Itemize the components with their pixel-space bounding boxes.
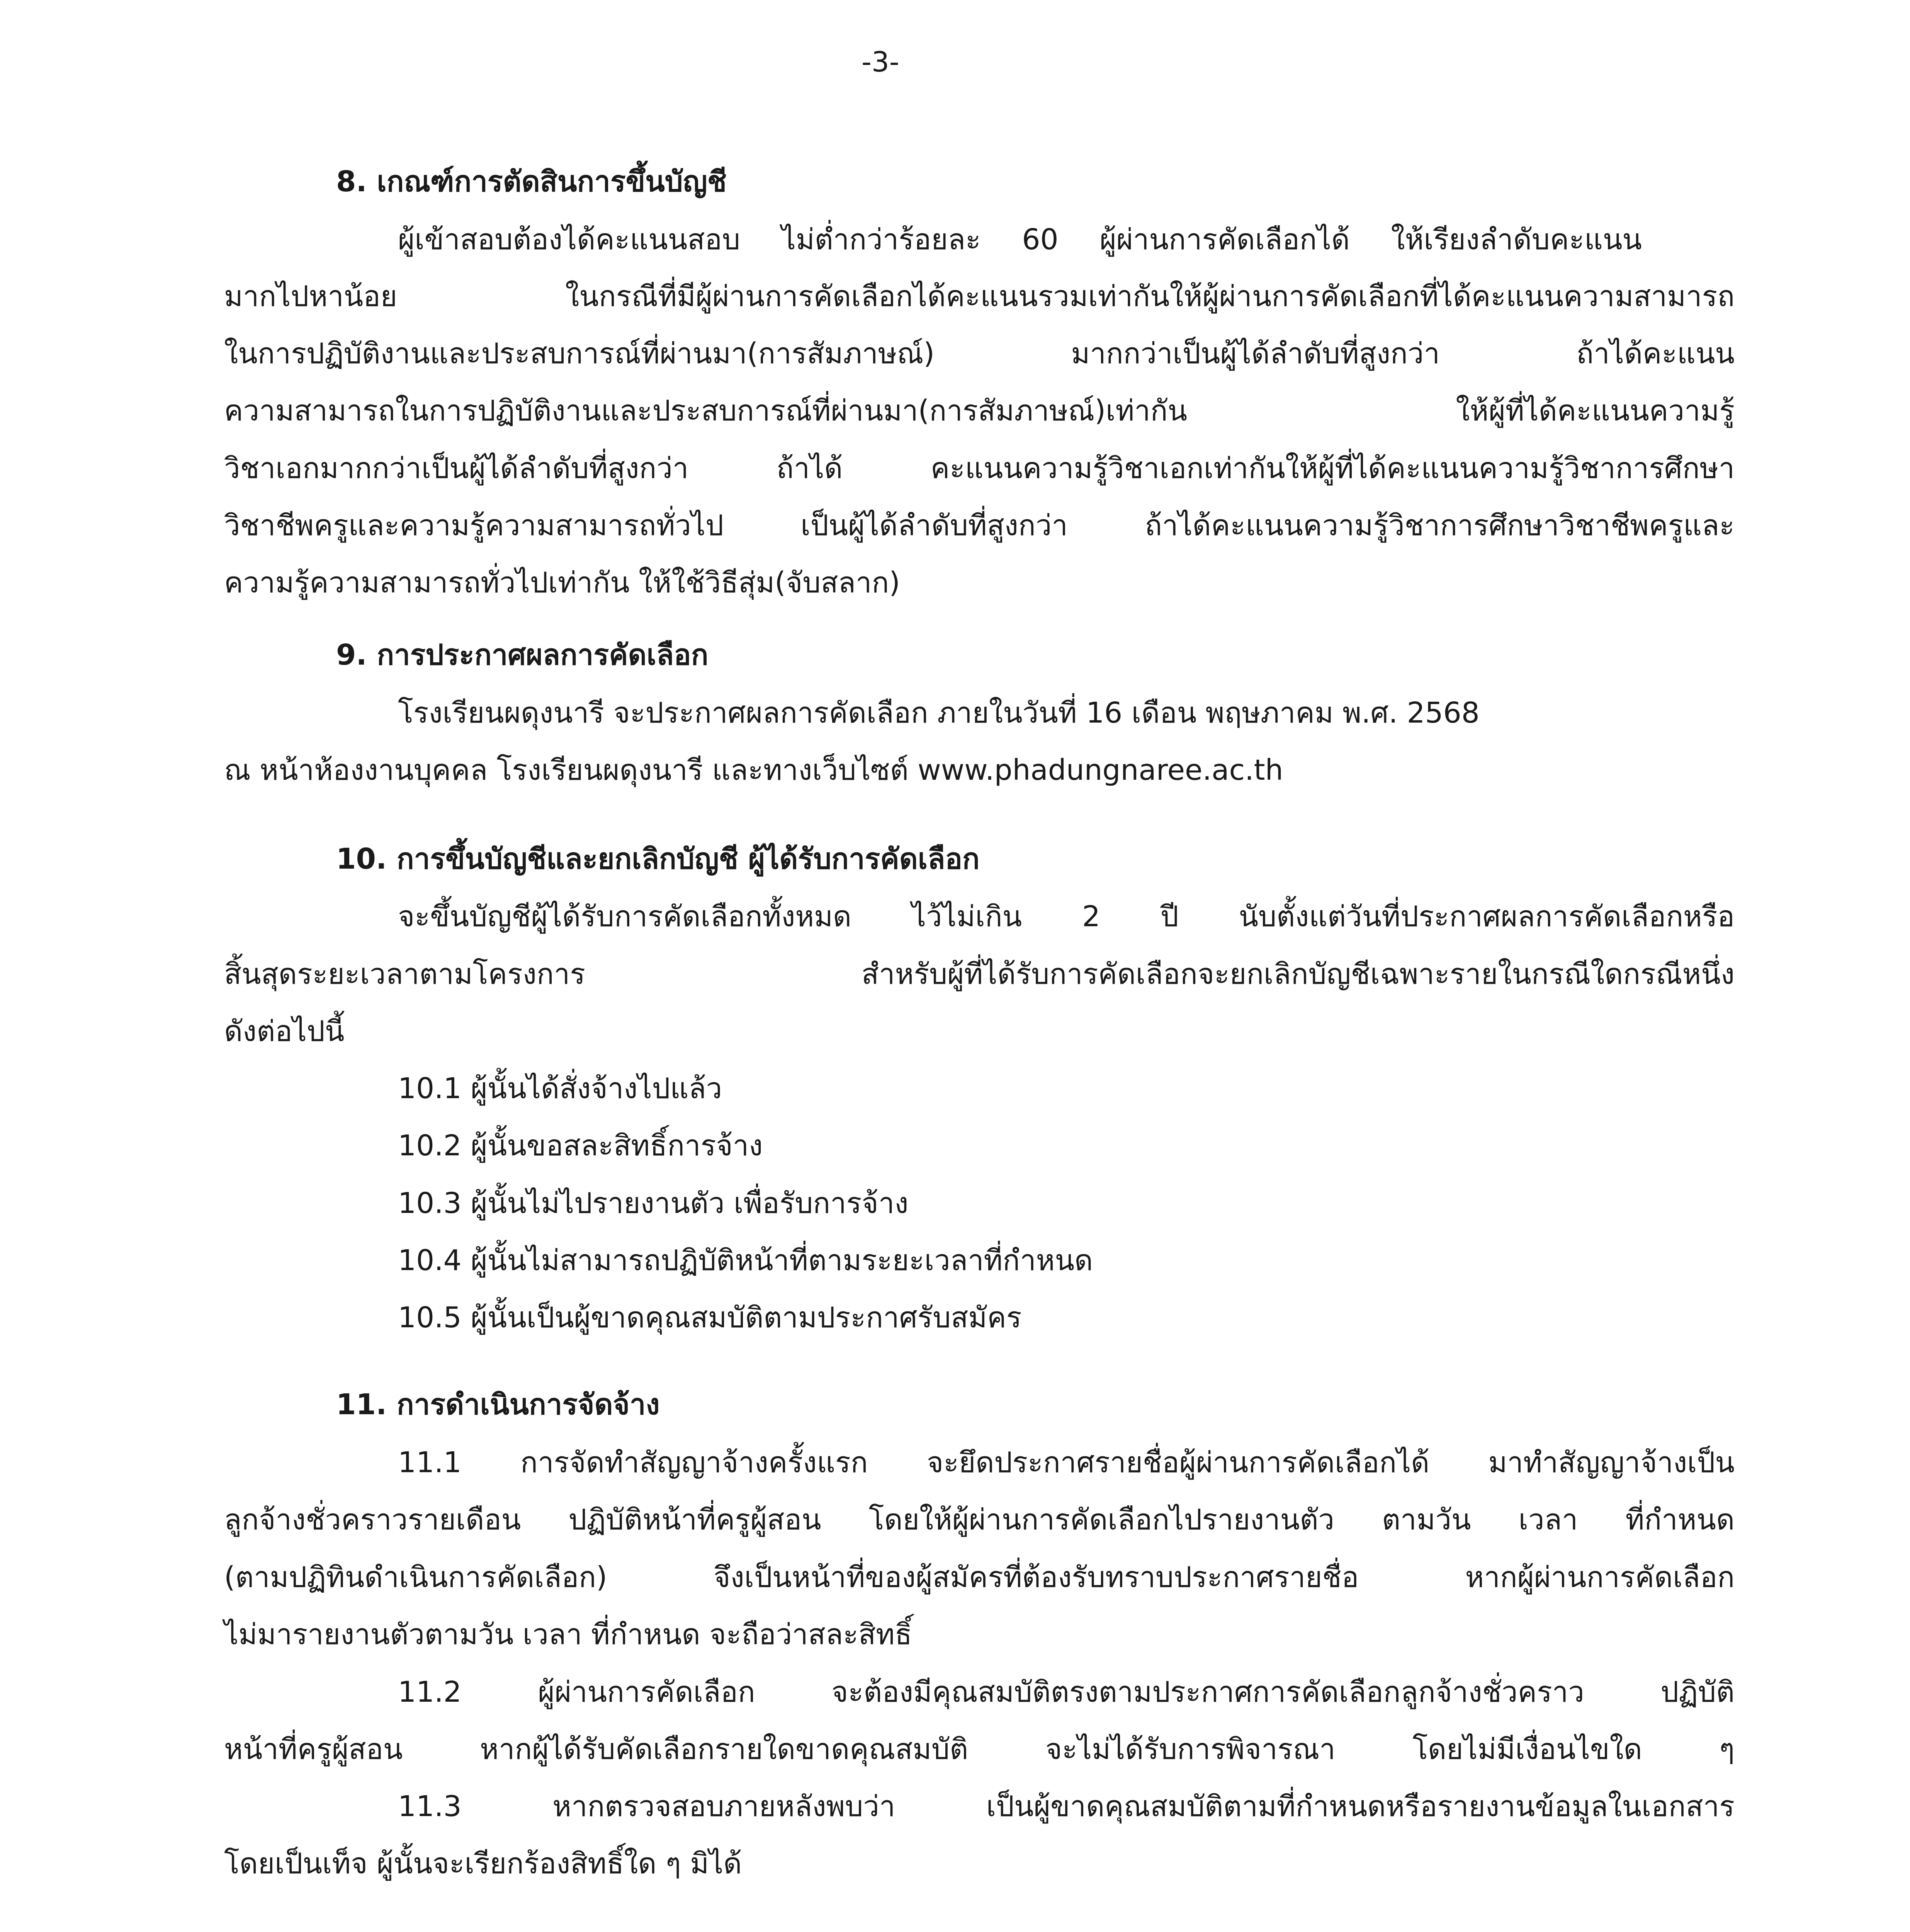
section-10-heading: 10. การขึ้นบัญชีและยกเลิกบัญชี ผู้ได้รับการคัดเลือก: [336, 842, 980, 876]
list-item: 10.5 ผู้นั้นเป็นผู้ขาดคุณสมบัติตามประกาศรับสมัคร: [398, 1301, 1022, 1334]
section-11-line: ไม่มารายงานตัวตามวัน เวลา ที่กำหนด จะถือว่าสละสิทธิ์: [224, 1618, 913, 1651]
section-11-heading: 11. การดำเนินการจัดจ้าง: [336, 1388, 660, 1421]
section-9-line: ณ หน้าห้องงานบุคคล โรงเรียนผดุงนารี และทางเว็บไซต์ www.phadungnaree.ac.th: [224, 753, 1283, 787]
section-8-line: วิชาชีพครูและความรู้ความสามารถทั่วไป เป็นผู้ได้ลำดับที่สูงกว่า ถ้าได้คะแนนความรู้วิชาการศึกษาวิชาชีพครูและ: [224, 509, 1735, 542]
section-11-line: 11.1 การจัดทำสัญญาจ้างครั้งแรก จะยึดประกาศรายชื่อผู้ผ่านการคัดเลือกได้ มาทำสัญญาจ้างเป็น: [398, 1446, 1735, 1479]
section-8-line: ความรู้ความสามารถทั่วไปเท่ากัน ให้ใช้วิธีสุ่ม(จับสลาก): [224, 566, 901, 599]
list-item: 10.4 ผู้นั้นไม่สามารถปฏิบัติหน้าที่ตามระยะเวลาที่กำหนด: [398, 1244, 1093, 1277]
section-8-line: มากไปหาน้อย ในกรณีที่มีผู้ผ่านการคัดเลือกได้คะแนนรวมเท่ากันให้ผู้ผ่านการคัดเลือกที่ได้คะแนนความสามารถ: [224, 280, 1735, 313]
section-11-line: ลูกจ้างชั่วคราวรายเดือน ปฏิบัติหน้าที่ครูผู้สอน โดยให้ผู้ผ่านการคัดเลือกไปรายงานตัว ตามวัน เวลา ที่กำหนด: [224, 1503, 1735, 1536]
list-item: 10.3 ผู้นั้นไม่ไปรายงานตัว เพื่อรับการจ้าง: [398, 1187, 909, 1220]
section-10-line: ดังต่อไปนี้: [224, 1015, 345, 1048]
list-item: 10.1 ผู้นั้นได้สั่งจ้างไปแล้ว: [398, 1072, 722, 1105]
list-item: 10.2 ผู้นั้นขอสละสิทธิ์การจ้าง: [398, 1129, 763, 1162]
section-9-line: โรงเรียนผดุงนารี จะประกาศผลการคัดเลือก ภายในวันที่ 16 เดือน พฤษภาคม พ.ศ. 2568: [398, 696, 1480, 730]
section-11-line: 11.2 ผู้ผ่านการคัดเลือก จะต้องมีคุณสมบัติตรงตามประกาศการคัดเลือกลูกจ้างชั่วคราว ปฏิบัติ: [398, 1675, 1735, 1709]
section-8-heading: 8. เกณฑ์การตัดสินการขึ้นบัญชี: [336, 165, 727, 198]
section-10-line: จะขึ้นบัญชีผู้ได้รับการคัดเลือกทั้งหมด ไว้ไม่เกิน 2 ปี นับตั้งแต่วันที่ประกาศผลการคัดเลือกหรือ: [398, 900, 1735, 933]
section-9-heading: 9. การประกาศผลการคัดเลือก: [336, 638, 709, 672]
section-11-line: หน้าที่ครูผู้สอน หากผู้ได้รับคัดเลือกรายใดขาดคุณสมบัติ จะไม่ได้รับการพิจารณา โดยไม่มีเงื่อนไขใด ๆ: [224, 1733, 1735, 1766]
section-11-line: 11.3 หากตรวจสอบภายหลังพบว่า เป็นผู้ขาดคุณสมบัติตามที่กำหนดหรือรายงานข้อมูลในเอกสาร: [398, 1790, 1735, 1823]
section-11-line: โดยเป็นเท็จ ผู้นั้นจะเรียกร้องสิทธิ์ใด ๆ มิได้: [224, 1847, 742, 1880]
section-8-line: ความสามารถในการปฏิบัติงานและประสบการณ์ที่ผ่านมา(การสัมภาษณ์)เท่ากัน ให้ผู้ที่ได้คะแนนความรู้: [224, 394, 1735, 427]
section-11-line: (ตามปฏิทินดำเนินการคัดเลือก) จึงเป็นหน้าที่ของผู้สมัครที่ต้องรับทราบประกาศรายชื่อ หากผู้ผ่านการคัดเลือก: [224, 1561, 1735, 1594]
section-8-line: ในการปฏิบัติงานและประสบการณ์ที่ผ่านมา(การสัมภาษณ์) มากกว่าเป็นผู้ได้ลำดับที่สูงกว่า ถ้าได้คะแนน: [224, 337, 1735, 370]
section-8-line: วิชาเอกมากกว่าเป็นผู้ได้ลำดับที่สูงกว่า ถ้าได้ คะแนนความรู้วิชาเอกเท่ากันให้ผู้ที่ได้คะแนนความรู้วิชาการศึกษา: [224, 452, 1735, 485]
page-number: -3-: [862, 46, 899, 78]
section-8-line: ผู้เข้าสอบต้องได้คะแนนสอบ ไม่ต่ำกว่าร้อยละ 60 ผู้ผ่านการคัดเลือกได้ ให้เรียงลำดับคะแนน: [398, 223, 1642, 256]
section-10-line: สิ้นสุดระยะเวลาตามโครงการ สำหรับผู้ที่ได้รับการคัดเลือกจะยกเลิกบัญชีเฉพาะรายในกรณีใดกรณีหนึ่ง: [224, 957, 1735, 991]
